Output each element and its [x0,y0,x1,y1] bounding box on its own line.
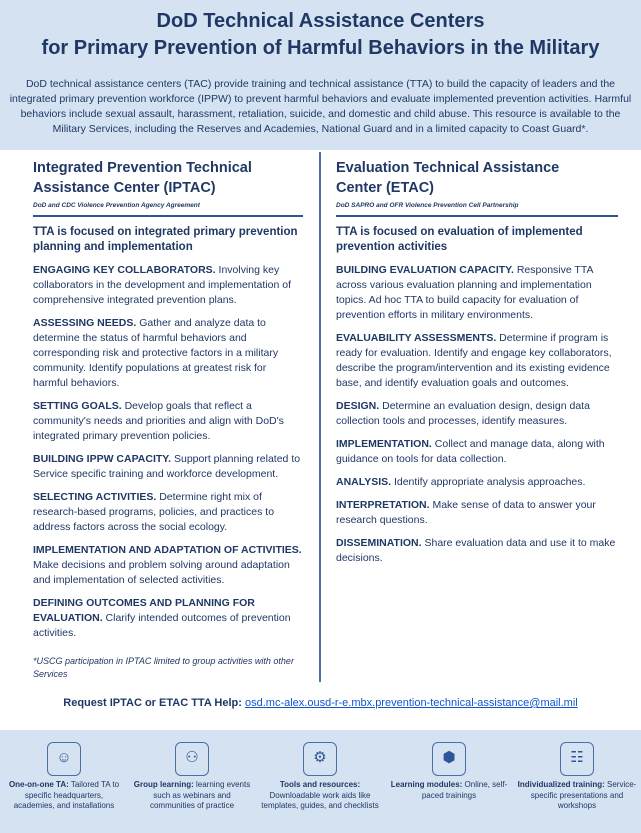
service-tile [0,730,128,812]
etac-item-text: Responsive TTA across various evaluation planning and implementation topics. Ad hoc TTA to build capacity for evaluation of prevention efforts in military environments. [336,264,593,321]
etac-item-text: Identify appropriate analysis approaches. [391,476,586,488]
iptac-divider [33,215,303,217]
service-tile-label: Learning modules: [390,780,463,789]
etac-item [336,263,618,323]
etac-item [336,331,618,391]
etac-item [336,475,618,490]
etac-divider [336,215,618,217]
etac-heading-line2: Center (ETAC) [336,180,435,196]
iptac-item-label: SETTING GOALS. [33,400,122,412]
service-tile [256,730,384,812]
iptac-subtitle: DoD and CDC Violence Prevention Agency Agreement [33,202,200,209]
service-tile-description: Tailored TA to specific headquarters, academies, and installations [13,780,120,810]
etac-item-label: DISSEMINATION. [336,537,422,549]
uscg-note: *USCG participation in IPTAC limited to group activities with other Services [33,656,294,679]
iptac-item-text: Clarify intended outcomes of prevention activities. [33,612,291,639]
etac-item-label: INTERPRETATION. [336,499,430,511]
etac-item-list [336,263,618,566]
iptac-column [33,152,303,681]
page-title-line2: for Primary Prevention of Harmful Behaviors in the Military [41,37,600,59]
learning-modules-icon-glyph: ⬢ [442,749,456,766]
service-tile-text [385,780,513,801]
service-tile-text [513,780,641,812]
service-tile-label: Group learning: [133,780,194,789]
etac-item-label: DESIGN. [336,400,380,412]
iptac-item-text: Support planning related to Service specific training and workforce development. [33,453,301,480]
service-tile-text [128,780,256,812]
iptac-item [33,263,303,308]
iptac-item-text: Make decisions and problem solving around adaptation and implementation of selected activities. [33,559,290,586]
page-title-line1: DoD Technical Assistance Centers [156,10,485,32]
iptac-lead: TTA is focused on integrated primary prevention planning and implementation [33,226,298,253]
service-tile [513,730,641,812]
etac-item-text: Share evaluation data and use it to make decisions. [336,537,616,564]
iptac-heading-line2: Assistance Center (IPTAC) [33,180,216,196]
etac-subtitle: DoD SAPRO and OFR Violence Prevention Cell Partnership [336,202,519,209]
individualized-training-icon [560,742,594,776]
service-tile-label: Individualized training: [517,780,605,789]
etac-item-label: IMPLEMENTATION. [336,438,432,450]
etac-item-text: Determine if program is ready for evaluation. Identify and engage key collaborators, describe the program/intervention and its existing evidence base, and identify evaluation goals and outcomes. [336,332,612,389]
iptac-item-label: BUILDING IPPW CAPACITY. [33,453,172,465]
etac-heading [336,158,618,198]
one-on-one-icon [47,742,81,776]
tools-icon [303,742,337,776]
service-tile [128,730,256,812]
etac-lead: TTA is focused on evaluation of implemented prevention activities [336,226,583,253]
etac-item-text: Collect and manage data, along with guidance on tools for data collection. [336,438,605,465]
service-tile-description: Online, self-paced trainings [421,780,508,800]
tools-icon-glyph: ⚙ [313,749,327,766]
iptac-item-label: IMPLEMENTATION AND ADAPTATION OF ACTIVITIES. [33,544,302,556]
iptac-heading-line1: Integrated Prevention Technical [33,160,252,176]
request-email-link[interactable]: osd.mc-alex.ousd-r-e.mbx.prevention-technical-assistance@mail.mil [244,697,578,709]
etac-item-text: Make sense of data to answer your research questions. [336,499,596,526]
service-tile [385,730,513,801]
group-learning-icon-glyph: ⚇ [185,749,199,766]
iptac-item-text: Involving key collaborators in the development and implementation of comprehensive integrated prevention plans. [33,264,291,306]
service-tile-description: learning events such as webinars and communities of practice [149,780,251,810]
iptac-item-label: SELECTING ACTIVITIES. [33,491,157,503]
etac-item [336,399,618,429]
iptac-item-text: Determine right mix of research-based programs, policies, and practices to address factors across the social ecology. [33,491,275,533]
header-banner [0,0,641,150]
service-tile-label: One-on-one TA: [8,780,69,789]
etac-item-label: BUILDING EVALUATION CAPACITY. [336,264,514,276]
request-help [0,697,641,709]
etac-heading-line1: Evaluation Technical Assistance [336,160,560,176]
service-tile-description: Downloadable work aids like templates, guides, and checklists [261,790,379,810]
request-label: Request IPTAC or ETAC TTA Help: [63,697,245,709]
one-on-one-icon-glyph: ☺ [56,749,72,766]
iptac-item-label: DEFINING OUTCOMES AND PLANNING FOR EVALUATION. [33,597,255,624]
etac-item [336,536,618,566]
iptac-item [33,490,303,535]
etac-item [336,498,618,528]
iptac-item [33,399,303,444]
etac-item-text: Determine an evaluation design, design data collection tools and processes, identify measures. [336,400,590,427]
etac-item-label: EVALUABILITY ASSESSMENTS. [336,332,497,344]
iptac-item [33,452,303,482]
group-learning-icon [175,742,209,776]
iptac-item-label: ASSESSING NEEDS. [33,317,137,329]
etac-column [336,152,618,566]
iptac-item-list [33,263,303,641]
service-tile-description: Service-specific presentations and workshops [530,780,637,810]
iptac-item [33,316,303,391]
footer-banner [0,730,641,833]
iptac-item-text: Gather and analyze data to determine the status of harmful behaviors and corresponding risk and protective factors in a military community. Identify populations at greatest risk for harmful behaviors. [33,317,279,389]
learning-modules-icon [432,742,466,776]
intro-paragraph: DoD technical assistance centers (TAC) provide training and technical assistance (TTA) to build the capacity of leaders and the integrated primary prevention workforce (IPPW) to prevent harmful behaviors and evaluate implemented prevention activities. Harmful behaviors include sexual assault, harassment, retaliation, suicide, and domestic and child abuse. This resource is available to the Military Services, including the Reserves and Academies, National Guard and in a limited capacity to Coast Guard*. [9,78,632,135]
service-tile-text [256,780,384,812]
column-divider [319,152,321,682]
individualized-training-icon-glyph: ☷ [570,749,584,766]
iptac-item [33,543,303,588]
service-tile-label: Tools and resources: [279,780,361,789]
service-tile-text [0,780,128,812]
iptac-heading [33,158,303,198]
etac-item [336,437,618,467]
iptac-item-label: ENGAGING KEY COLLABORATORS. [33,264,216,276]
etac-item-label: ANALYSIS. [336,476,392,488]
iptac-item [33,596,303,641]
iptac-item-text: Develop goals that reflect a community's needs and priorities and align with DoD's integrated primary prevention policies. [33,400,284,442]
